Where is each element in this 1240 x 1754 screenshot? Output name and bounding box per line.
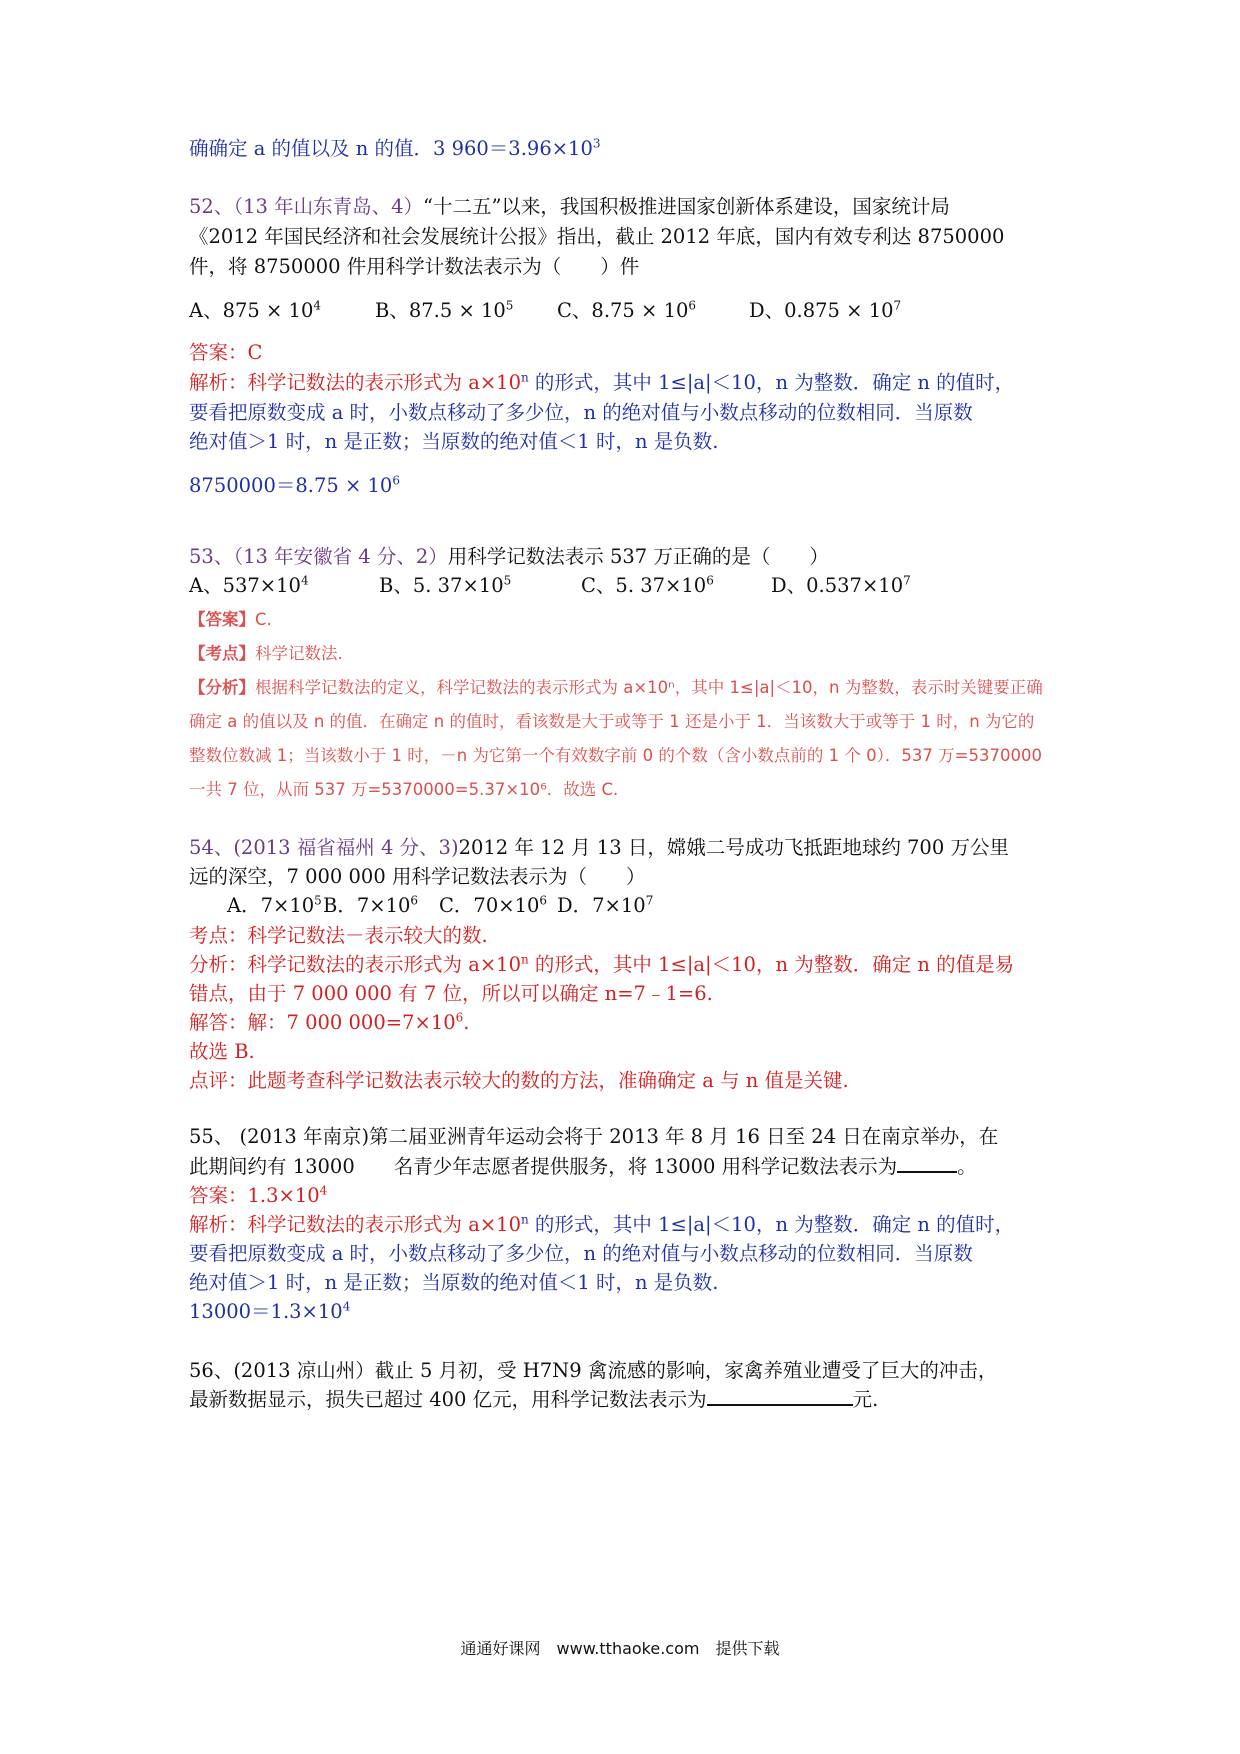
top-line-exp: 3 <box>592 136 601 151</box>
q54-option-a: A．$7\times 10^5$ <box>227 893 322 917</box>
q54-analysis-line2: 错点，由于 7 000 000 有 7 位，所以可以确定 n=7﹣1=6. <box>189 982 713 1005</box>
q52-stem-line2: 《2012 年国民经济和社会发展统计公报》指出，截止 2012 年底，国内有效专利达 8750000 <box>189 225 1005 248</box>
q54-stem-line2: 远的深空，7 000 000 用科学记数法表示为（ ） <box>189 865 646 888</box>
q52-option-b: B、$87.5 \times 10^5$ <box>375 298 514 322</box>
q53-number: 53、（13 年安徽省 4 分、2） <box>189 545 448 568</box>
q55-stem-line1: 55、 (2013 年南京)第二届亚洲青年运动会将于 2013 年 8 月 16 日至 24 日在南京举办，在 <box>189 1125 999 1148</box>
q52-option-d: D、$0.875 \times 10^7$ <box>749 298 902 322</box>
q52-option-a: A、$875 \times 10^4$ <box>189 298 321 322</box>
q53-option-b: B、5. $37\times 10^5$ <box>379 573 512 597</box>
q52-result: $8750000=8.75 \times 10^6$ <box>189 473 400 497</box>
q53-scan-analysis-line2: 确定 a 的值以及 n 的值．在确定 n 的值时，看该数是大于或等于 1 还是小于 1．当该数大于或等于 1 时，n 为它的 <box>189 712 1035 731</box>
q54-number: 54、(2013 福省福州 4 分、3) <box>189 836 459 859</box>
q55-result: $13000=1.3\times 10^4$ <box>189 1299 351 1323</box>
top-line-text: 确确定 a 的值以及 n 的值．3 960＝3.96×10 <box>189 137 593 160</box>
q53-stem <box>189 542 829 572</box>
q55-analysis-line3: 绝对值＞1 时，n 是正数；当原数的绝对值＜1 时，n 是负数. <box>189 1271 719 1294</box>
q53-scan-analysis-line4: 一共 7 位，从而 537 万=5370000=5.37×10⁶．故选 C. <box>189 780 619 799</box>
q54-option-c: C．$70\times 10^6$ <box>439 893 548 917</box>
q54-solution: 解答：解：7 000 $000=7\times 10^6$. <box>189 1010 470 1034</box>
q56-stem-line2: 最新数据显示，损失已超过 400 亿元，用科学记数法表示为 元. <box>189 1388 879 1411</box>
q54-stem-line1: 54、(2013 福省福州 4 分、3)2012 年 12 月 13 日，嫦娥二号成功飞抵距地球约 700 万公里 <box>189 836 1009 859</box>
q52-analysis-line1: 解析：科学记数法的表示形式为 $a\times 10^n$ 的形式，其中 1≤|a|＜10，n 为整数．确定 n 的值时， <box>189 370 1015 394</box>
q52-stem-line3: 件，将 8750000 件用科学计数法表示为（ ）件 <box>189 255 640 278</box>
q53-option-d: D、$0.537\times 10^7$ <box>771 573 911 597</box>
q53-stem-text: 用科学记数法表示 537 万正确的是（ ） <box>447 545 829 568</box>
q52-number: 52、（13 年山东青岛、4） <box>189 195 423 218</box>
q55-answer-blank <box>897 1153 957 1173</box>
top-line <box>189 134 601 164</box>
q55-analysis-line1: 解析：科学记数法的表示形式为 $a\times 10^n$ 的形式，其中 1≤|a|＜10，n 为整数．确定 n 的值时， <box>189 1212 1015 1236</box>
q52-answer: 答案：C <box>189 341 263 364</box>
q54-analysis-line1: 分析：科学记数法的表示形式为 $a\times 10^n$ 的形式，其中 1≤|a|＜10，n 为整数．确定 n 的值是易 <box>189 952 1015 976</box>
q54-choice: 故选 B. <box>189 1040 255 1063</box>
q53-scan-answer: 【答案】C. <box>189 610 272 629</box>
q53-scan-analysis-line3: 整数位数减 1；当该数小于 1 时，－n 为它第一个有效数字前 0 的个数（含小数点前的 1 个 0）．537 万=5370000 <box>189 746 1042 765</box>
q53-scan-kaodian: 【考点】科学记数法. <box>189 644 343 663</box>
q53-option-c: C、5. $37\times 10^6$ <box>581 573 714 597</box>
q56-stem-line1: 56、(2013 凉山州）截止 5 月初，受 H7N9 禽流感的影响，家禽养殖业遭受了巨大的冲击， <box>189 1359 998 1382</box>
q52-option-c: C、$8.75 \times 10^6$ <box>557 298 697 322</box>
q52-analysis-line3: 绝对值＞1 时，n 是正数；当原数的绝对值＜1 时，n 是负数. <box>189 430 719 453</box>
q53-scan-analysis-line1: 【分析】根据科学记数法的定义，科学记数法的表示形式为 a×10ⁿ，其中 1≤|a|＜10，n 为整数，表示时关键要正确 <box>189 678 1043 697</box>
q55-analysis-line2: 要看把原数变成 a 时，小数点移动了多少位，n 的绝对值与小数点移动的位数相同．当原数 <box>189 1242 973 1265</box>
q56-answer-blank <box>707 1386 853 1406</box>
q54-option-b: B．$7\times 10^6$ <box>323 893 419 917</box>
q55-answer: 答案：$1.3\times 10^4$ <box>189 1183 328 1207</box>
q54-option-d: D．$7\times 10^7$ <box>557 893 654 917</box>
q53-option-a: A、$537\times 10^4$ <box>189 573 309 597</box>
q55-stem-line2: 此期间约有 13000 名青少年志愿者提供服务，将 13000 用科学记数法表示为 。 <box>189 1155 977 1178</box>
q52-stem-line1 <box>189 192 950 222</box>
q52-analysis-line2: 要看把原数变成 a 时，小数点移动了多少位，n 的绝对值与小数点移动的位数相同．当原数 <box>189 401 973 424</box>
q52-stem1: “十二五”以来，我国积极推进国家创新体系建设，国家统计局 <box>422 195 950 218</box>
q54-comment: 点评：此题考查科学记数法表示较大的数的方法，准确确定 a 与 n 值是关键. <box>189 1069 849 1092</box>
q54-kaodian: 考点：科学记数法－表示较大的数. <box>189 924 488 947</box>
page-footer: 通通好课网 www.tthaoke.com 提供下载 <box>460 1639 780 1658</box>
